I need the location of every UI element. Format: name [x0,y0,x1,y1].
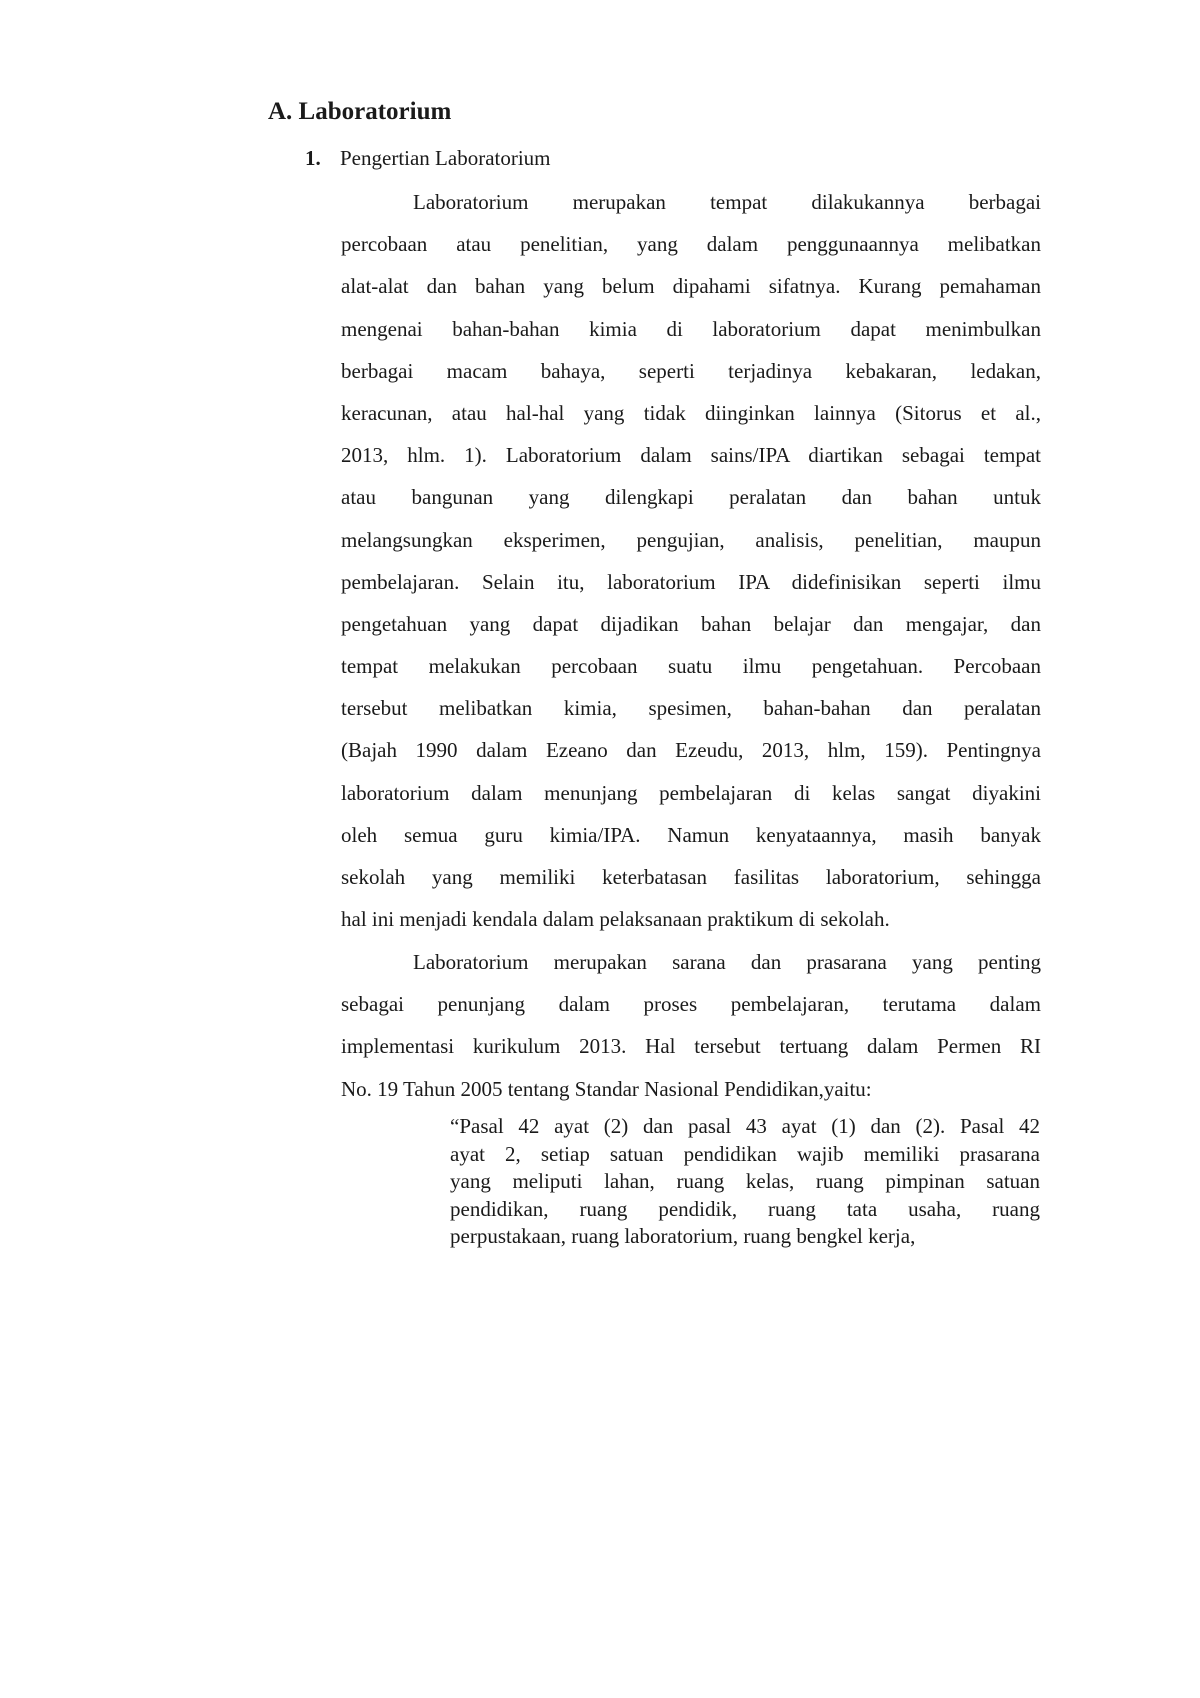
paragraph-line: sebagai penunjang dalam proses pembelajaran, terutama dalam [341,992,1041,1017]
section-heading: A. Laboratorium [268,98,452,125]
quote-line: ayat 2, setiap satuan pendidikan wajib memiliki prasarana [450,1141,1040,1166]
paragraph-line: sekolah yang memiliki keterbatasan fasilitas laboratorium, sehingga [341,865,1041,889]
paragraph-line: mengenai bahan-bahan kimia di laboratorium dapat menimbulkan [341,316,1041,341]
paragraph-regulation [341,941,1041,1110]
paragraph-line: oleh semua guru kimia/IPA. Namun kenyataannya, masih banyak [341,822,1041,847]
subsection-heading [305,146,551,171]
quote-line: pendidikan, ruang pendidik, ruang tata usaha, ruang [450,1196,1040,1221]
paragraph-definition [341,181,1041,940]
paragraph-line: berbagai macam bahaya, seperti terjadinya kebakaran, ledakan, [341,358,1041,383]
paragraph-line: pembelajaran. Selain itu, laboratorium IPA didefinisikan seperti ilmu [341,569,1041,594]
paragraph-line: laboratorium dalam menunjang pembelajaran di kelas sangat diyakini [341,780,1041,805]
paragraph-line: (Bajah 1990 dalam Ezeano dan Ezeudu, 2013, hlm, 159). Pentingnya [341,738,1041,763]
paragraph-line: 2013, hlm. 1). Laboratorium dalam sains/IPA diartikan sebagai tempat [341,443,1041,468]
paragraph-line: melangsungkan eksperimen, pengujian, analisis, penelitian, maupun [341,527,1041,552]
subsection-number: 1. [305,146,321,170]
paragraph-line: Laboratorium merupakan sarana dan prasarana yang penting [413,950,1041,974]
subsection-title: Pengertian Laboratorium [340,146,551,170]
paragraph-line: atau bangunan yang dilengkapi peralatan dan bahan untuk [341,485,1041,510]
paragraph-line: alat-alat dan bahan yang belum dipahami sifatnya. Kurang pemahaman [341,274,1041,299]
paragraph-line: hal ini menjadi kendala dalam pelaksanaan praktikum di sekolah. [341,907,890,932]
paragraph-line: keracunan, atau hal-hal yang tidak diinginkan lainnya (Sitorus et al., [341,400,1041,425]
paragraph-line: Laboratorium merupakan tempat dilakukannya berbagai [413,190,1041,214]
quote-line: “Pasal 42 ayat (2) dan pasal 43 ayat (1) dan (2). Pasal 42 [450,1114,1040,1138]
paragraph-line: pengetahuan yang dapat dijadikan bahan belajar dan mengajar, dan [341,611,1041,636]
block-quote [450,1113,1040,1251]
paragraph-line: implementasi kurikulum 2013. Hal tersebut tertuang dalam Permen RI [341,1034,1041,1059]
paragraph-line: No. 19 Tahun 2005 tentang Standar Nasional Pendidikan,yaitu: [341,1076,872,1101]
quote-line: perpustakaan, ruang laboratorium, ruang bengkel kerja, [450,1224,916,1248]
paragraph-line: tersebut melibatkan kimia, spesimen, bahan-bahan dan peralatan [341,696,1041,721]
paragraph-line: tempat melakukan percobaan suatu ilmu pengetahuan. Percobaan [341,654,1041,679]
quote-line: yang meliputi lahan, ruang kelas, ruang pimpinan satuan [450,1169,1040,1193]
paragraph-line: percobaan atau penelitian, yang dalam penggunaannya melibatkan [341,232,1041,257]
